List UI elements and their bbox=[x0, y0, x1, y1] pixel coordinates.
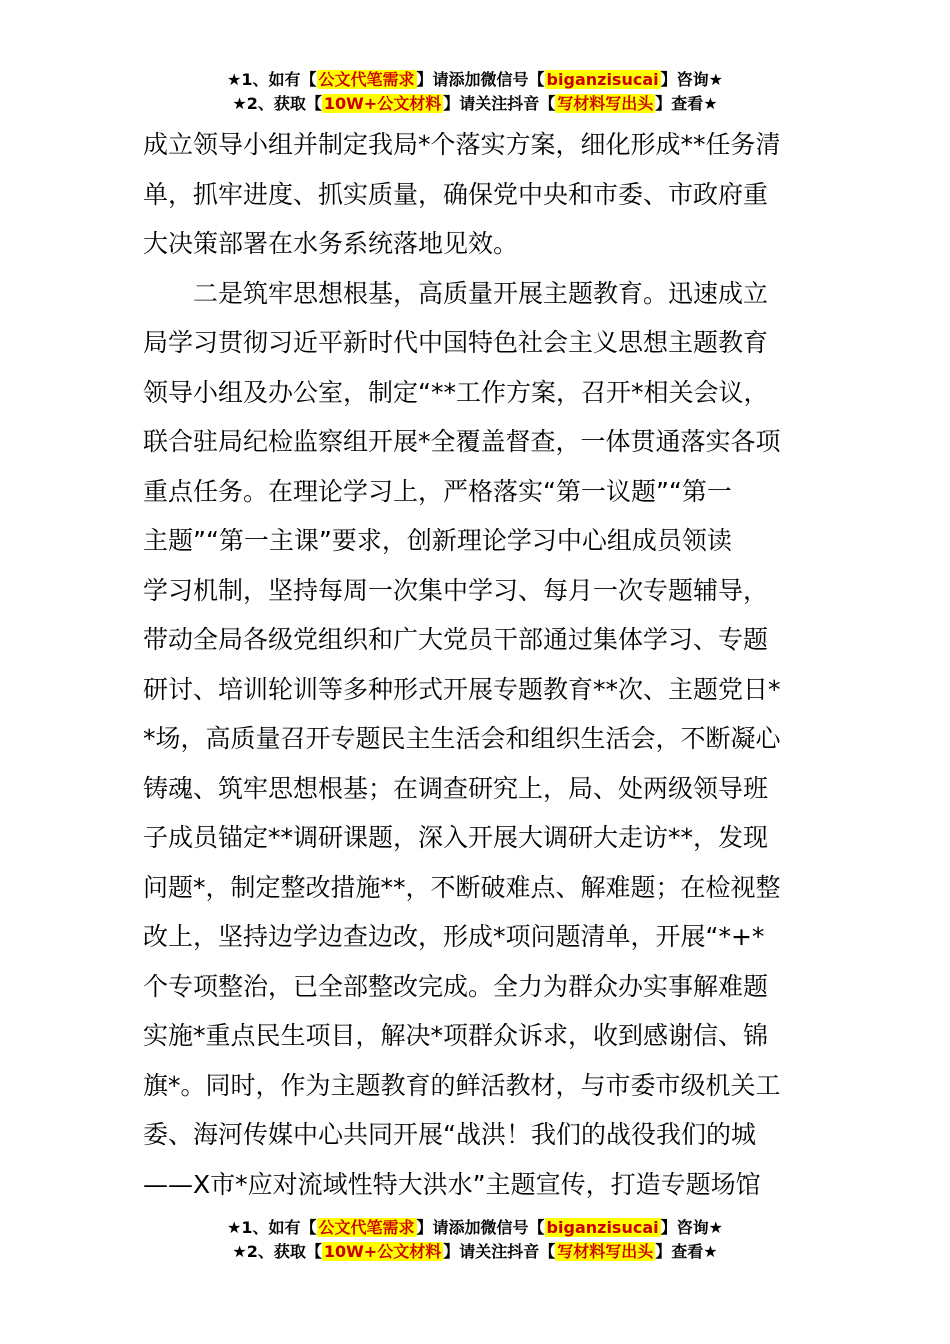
banner-text: 】请添加微信号【 bbox=[416, 1218, 545, 1237]
body-line: 子成员锚定**调研课题，深入开展大调研大走访**，发现 bbox=[143, 823, 769, 852]
highlight-wechat-id: biganzisucai bbox=[546, 1218, 659, 1237]
body-line: *场，高质量召开专题民主生活会和组织生活会，不断凝心 bbox=[143, 724, 781, 753]
banner-text: 】请关注抖音【 bbox=[443, 1242, 556, 1261]
body-line: 个专项整治，已全部整改完成。全力为群众办实事解难题 bbox=[143, 971, 769, 1001]
body-line: 带动全局各级党组织和广大党员干部通过集体学习、专题 bbox=[143, 625, 769, 654]
banner-text: ★2、获取【 bbox=[232, 94, 322, 113]
body-line: ——X市*应对流域性特大洪水”主题宣传，打造专题场馆 bbox=[143, 1169, 761, 1199]
body-line: 旗*。同时，作为主题教育的鲜活教材，与市委市级机关工 bbox=[143, 1070, 781, 1100]
highlight-materials: 10W+公文材料 bbox=[323, 1242, 442, 1261]
body-line: 成立领导小组并制定我局*个落实方案，细化形成**任务清 bbox=[143, 130, 781, 159]
header-banner-line-2 bbox=[0, 92, 950, 116]
body-line: 铸魂、筑牢思想根基；在调查研究上，局、处两级领导班 bbox=[143, 773, 769, 803]
banner-text: ★1、如有【 bbox=[227, 70, 317, 89]
body-line: 单，抓牢进度、抓实质量，确保党中央和市委、市政府重 bbox=[143, 179, 769, 209]
body-line: 主题”“第一主课”要求，创新理论学习中心组成员领读 bbox=[143, 526, 732, 555]
document-body bbox=[143, 120, 808, 1209]
body-line: 联合驻局纪检监察组开展*全覆盖督查，一体贯通落实各项 bbox=[143, 427, 781, 456]
body-line: 研讨、培训轮训等多种形式开展专题教育**次、主题党日* bbox=[143, 674, 781, 704]
body-line: 学习机制，坚持每周一次集中学习、每月一次专题辅导， bbox=[143, 575, 769, 605]
body-line: 局学习贯彻习近平新时代中国特色社会主义思想主题教育 bbox=[143, 328, 769, 357]
highlight-service: 公文代笔需求 bbox=[318, 1218, 415, 1237]
body-line: 改上，坚持边学边查边改，形成*项问题清单，开展“*+* bbox=[143, 922, 765, 951]
body-line: 实施*重点民生项目，解决*项群众诉求，收到感谢信、锦 bbox=[143, 1021, 769, 1050]
header-banner-line-1 bbox=[0, 68, 950, 92]
banner-text: 】请添加微信号【 bbox=[416, 70, 545, 89]
highlight-wechat-id: biganzisucai bbox=[546, 70, 659, 89]
footer-banner-line-1 bbox=[0, 1216, 950, 1240]
body-line: 问题*，制定整改措施**，不断破难点、解难题；在检视整 bbox=[143, 872, 781, 902]
footer-banner-line-2 bbox=[0, 1240, 950, 1264]
banner-text: 】查看★ bbox=[655, 94, 718, 113]
banner-text: ★1、如有【 bbox=[227, 1218, 317, 1237]
banner-text: ★2、获取【 bbox=[232, 1242, 322, 1261]
highlight-materials: 10W+公文材料 bbox=[323, 94, 442, 113]
header-banner bbox=[0, 68, 950, 116]
banner-text: 】请关注抖音【 bbox=[443, 94, 556, 113]
banner-text: 】咨询★ bbox=[660, 70, 723, 89]
highlight-service: 公文代笔需求 bbox=[318, 70, 415, 89]
body-line: 重点任务。在理论学习上，严格落实“第一议题”“第一 bbox=[143, 476, 732, 506]
body-line: 二是筑牢思想根基，高质量开展主题教育。迅速成立 bbox=[143, 278, 769, 308]
footer-banner bbox=[0, 1216, 950, 1264]
body-line: 领导小组及办公室，制定“**工作方案，召开*相关会议， bbox=[143, 377, 769, 407]
body-line: 委、海河传媒中心共同开展“战洪！我们的战役我们的城 bbox=[143, 1120, 756, 1149]
body-line: 大决策部署在水务系统落地见效。 bbox=[143, 229, 519, 258]
banner-text: 】查看★ bbox=[655, 1242, 718, 1261]
banner-text: 】咨询★ bbox=[660, 1218, 723, 1237]
highlight-douyin-account: 写材料写出头 bbox=[557, 1242, 654, 1261]
highlight-douyin-account: 写材料写出头 bbox=[557, 94, 654, 113]
